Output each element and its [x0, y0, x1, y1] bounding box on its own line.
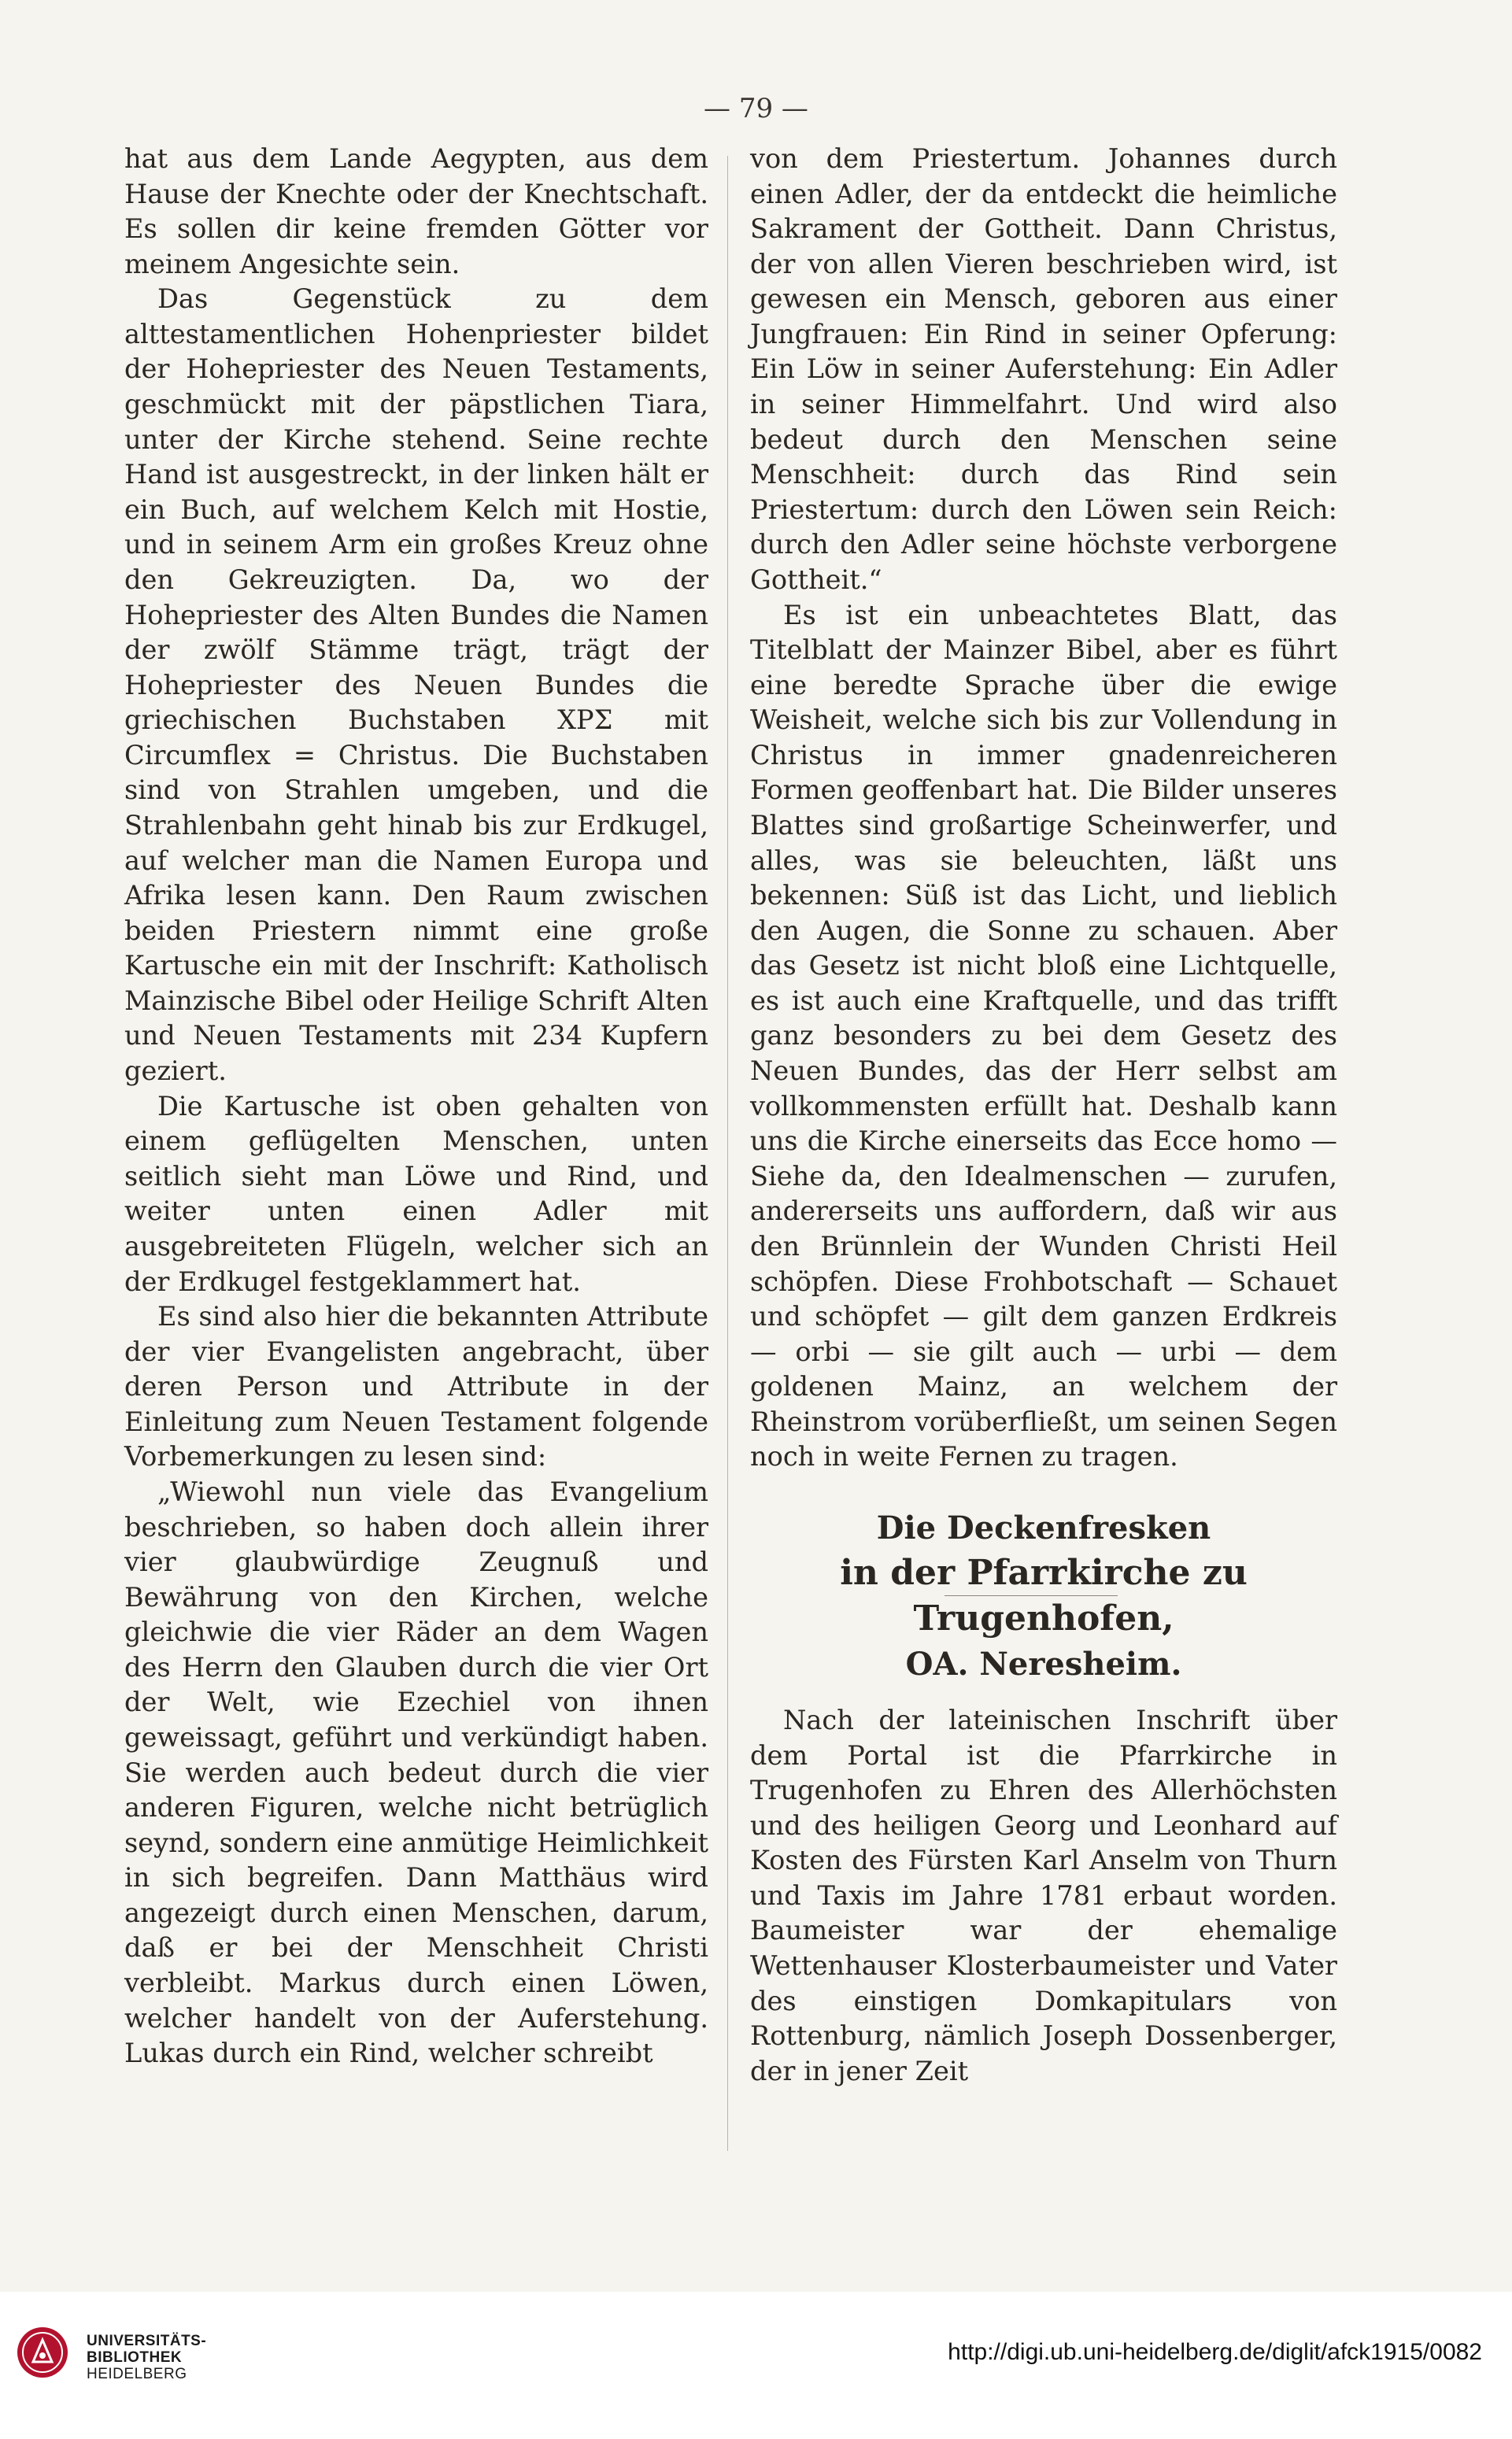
library-name-line: HEIDELBERG [87, 2366, 187, 2382]
left-column [124, 142, 708, 2071]
page-number: — 79 — [704, 93, 808, 124]
column-divider [727, 156, 728, 2151]
article-heading [750, 1506, 1337, 1687]
heading-divider [945, 1595, 1118, 1596]
paragraph: Nach der lateinischen Inschrift über dem Portal ist die Pfarrkirche in Trugenhofen zu Ehren des Allerhöchsten und des heiligen Georg und Leonhard auf Kosten des Fürsten Karl Anselm von Thurn und Taxis im Jahre 1781 erbaut worden. Baumeister war der ehemalige Wettenhauser Klosterbaumeister und Vater des einstigen Domkapitulars von Rottenburg, nämlich Joseph Dossenberger, der in jener Zeit [750, 1704, 1337, 2086]
paragraph: „Wiewohl nun viele das Evangelium beschrieben, so haben doch allein ihrer vier glaubwürdige Zeugnuß und Bewährung von den Kirchen, welche gleichwie die vier Räder an dem Wagen des Herrn den Glauben durch die vier Ort der Welt, wie Ezechiel von ihnen geweissagt, geführt und verkündigt haben. Sie werden auch bedeut durch die vier anderen Figuren, welche nicht betrüglich seynd, sondern eine anmütige Heimlichkeit in sich begreifen. Dann Matthäus wird angezeigt durch einen Menschen, darum, daß er bei der Menschheit Christi verbleibt. Markus durch einen Löwen, welcher handelt von der Auferstehung. Lukas durch ein Rind, welcher schreibt [124, 1476, 708, 2069]
paragraph: hat aus dem Lande Aegypten, aus dem Hause der Knechte oder der Knechtschaft. Es sollen dir keine fremden Götter vor meinem Angesichte sein. [124, 143, 708, 279]
heading-subtitle: in der Pfarrkirche zu Trugenhofen, [840, 1552, 1248, 1639]
library-name [87, 2333, 206, 2382]
paragraph: von dem Priestertum. Johannes durch einen Adler, der da entdeckt die heimliche Sakrament der Gottheit. Dann Christus, der von allen Vieren beschrieben wird, ist gewesen ein Mensch, geboren aus einer Jungfrauen: Ein Rind in seiner Opferung: Ein Löw in seiner Auferstehung: Ein Adler in seiner Himmelfahrt. Und wird also bedeut durch den Menschen seine Menschheit: durch das Rind sein Priestertum: durch den Löwen sein Reich: durch den Adler seine höchste verborgene Gottheit.“ [750, 143, 1337, 595]
heading-location: OA. Neresheim. [905, 1645, 1182, 1683]
paragraph: Das Gegenstück zu dem alttestamentlichen Hohenpriester bildet der Hohepriester des Neuen Testaments, geschmückt mit der päpstlichen Tiara, unter der Kirche stehend. Seine rechte Hand ist ausgestreckt, in der linken hält er ein Buch, auf welchem Kelch mit Hostie, und in seinem Arm ein großes Kreuz ohne den Gekreuzigten. Da, wo der Hohepriester des Alten Bundes die Namen der zwölf Stämme trägt, trägt der Hohepriester des Neuen Bundes die griechischen Buchstaben XPΣ mit Circumflex = Christus. Die Buchstaben sind von Strahlen umgeben, und die Strahlenbahn geht hinab bis zur Erdkugel, auf welcher man die Namen Europa und Afrika lesen kann. Den Raum zwischen beiden Priestern nimmt eine große Kartusche ein mit der Inschrift: Katholisch Mainzische Bibel oder Heilige Schrift Alten und Neuen Testaments mit 234 Kupfern geziert. [124, 283, 708, 1087]
heading-title: Die Deckenfresken [876, 1509, 1211, 1547]
paragraph: Es sind also hier die bekannten Attribute der vier Evangelisten angebracht, über deren Person und Attribute in der Einleitung zum Neuen Testament folgende Vorbemerkungen zu lesen sind: [124, 1301, 708, 1473]
source-url-link[interactable]: http://digi.ub.uni-heidelberg.de/diglit/afck1915/0082 [948, 2339, 1482, 2365]
library-name-line: BIBLIOTHEK [87, 2349, 183, 2366]
footer [0, 2292, 1512, 2439]
library-seal-icon [16, 2326, 69, 2379]
paragraph: Die Kartusche ist oben gehalten von einem geflügelten Menschen, unten seitlich sieht man Löwe und Rind, und weiter unten einen Adler mit ausgebreiteten Flügeln, welcher sich an der Erdkugel festgeklammert hat. [124, 1090, 708, 1297]
library-name-line: UNIVERSITÄTS- [87, 2333, 207, 2349]
right-column [750, 142, 1337, 2089]
paragraph: Es ist ein unbeachtetes Blatt, das Titelblatt der Mainzer Bibel, aber es führt eine beredte Sprache über die ewige Weisheit, welche sich bis zur Vollendung in Christus in immer gnadenreicheren Formen geoffenbart hat. Die Bilder unseres Blattes sind großartige Scheinwerfer, und alles, was sie beleuchten, läßt uns bekennen: Süß ist das Licht, und lieblich den Augen, die Sonne zu schauen. Aber das Gesetz ist nicht bloß eine Lichtquelle, es ist auch eine Kraftquelle, und das trifft ganz besonders zu bei dem Gesetz des Neuen Bundes, das der Herr selbst am vollkommensten erfüllt hat. Deshalb kann uns die Kirche einerseits das Ecce homo — Siehe da, den Idealmenschen — zurufen, andererseits uns auffordern, daß wir aus den Brünnlein der Wunden Christi Heil schöpfen. Diese Frohbotschaft — Schauet und schöpfet — gilt dem ganzen Erdkreis — orbi — sie gilt auch — urbi — dem goldenen Mainz, an welchem der Rheinstrom vorüberfließt, um seinen Segen noch in weite Fernen zu tragen. [750, 599, 1337, 1473]
